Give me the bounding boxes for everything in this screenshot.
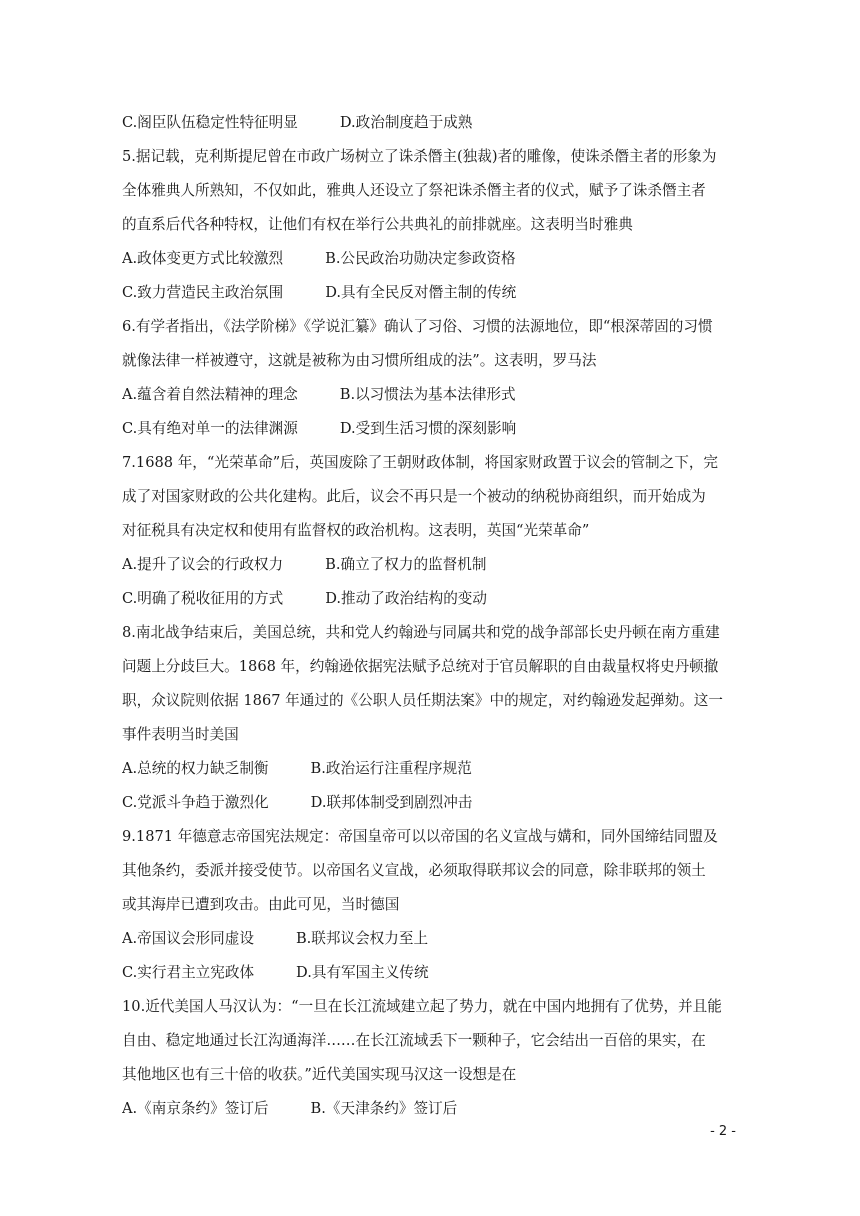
question-text-line: 8.南北战争结束后，美国总统，共和党人约翰逊与同属共和党的战争部部长史丹顿在南方重建 — [122, 624, 720, 641]
option-c: C.具有绝对单一的法律渊源 — [122, 420, 298, 437]
option-b: B.政治运行注重程序规范 — [310, 760, 472, 777]
option-c: C.明确了税收征用的方式 — [122, 590, 284, 607]
option-d: D.具有军国主义传统 — [296, 964, 429, 981]
question-text-line: 的直系后代各种特权，让他们有权在举行公共典礼的前排就座。这表明当时雅典 — [122, 216, 633, 233]
option-b: B.联邦议会权力至上 — [295, 930, 429, 947]
option-d: D.推动了政治结构的变动 — [325, 590, 487, 607]
option-d: D.政治制度趋于成熟 — [339, 114, 473, 131]
options-row — [122, 412, 738, 446]
options-row — [122, 1092, 738, 1126]
options-row — [122, 378, 738, 412]
options-row — [122, 242, 738, 276]
question-text-line: 就像法律一样被遵守，这就是被称为由习惯所组成的法”。这表明，罗马法 — [122, 352, 597, 369]
option-a: A.提升了议会的行政权力 — [122, 556, 284, 573]
question-text-line: 5.据记载，克利斯提尼曾在市政广场树立了诛杀僭主(独裁)者的雕像，使诛杀僭主者的形象为 — [122, 148, 717, 165]
option-a: A.帝国议会形同虚设 — [122, 930, 254, 947]
options-row — [122, 582, 738, 616]
question-8 — [122, 616, 738, 820]
option-d: D.具有全民反对僭主制的传统 — [325, 284, 517, 301]
option-b: B.以习惯法为基本法律形式 — [339, 386, 516, 403]
options-row — [122, 106, 738, 140]
question-10 — [122, 990, 738, 1126]
page-number: - 2 - — [710, 1124, 736, 1139]
question-text-line: 问题上分歧巨大。1868 年，约翰逊依据宪法赋予总统对于官员解职的自由裁量权将史丹顿撤 — [122, 658, 719, 675]
option-d: D.联邦体制受到剧烈冲击 — [310, 794, 473, 811]
question-text-line: 事件表明当时美国 — [122, 726, 239, 743]
question-6 — [122, 310, 738, 446]
question-text-line: 10.近代美国人马汉认为：“一旦在长江流域建立起了势力，就在中国内地拥有了优势，并且能 — [122, 998, 722, 1015]
option-a: A.《南京条约》签订后 — [122, 1100, 269, 1117]
option-b: B.公民政治功勋决定参政资格 — [325, 250, 516, 267]
options-row — [122, 548, 738, 582]
options-row — [122, 922, 738, 956]
question-text-line: 职，众议院则依据 1867 年通过的《公职人员任期法案》中的规定，对约翰逊发起弹劾。这一 — [122, 692, 723, 709]
question-text-line: 或其海岸已遭到攻击。由此可见，当时德国 — [122, 896, 400, 913]
question-9 — [122, 820, 738, 990]
option-a: A.政体变更方式比较激烈 — [122, 250, 284, 267]
question-text-line: 成了对国家财政的公共化建构。此后，议会不再只是一个被动的纳税协商组织，而开始成为 — [122, 488, 706, 505]
question-text-line: 全体雅典人所熟知，不仅如此，雅典人还设立了祭祀诛杀僭主者的仪式，赋予了诛杀僭主者 — [122, 182, 706, 199]
option-c: C.实行君主立宪政体 — [122, 964, 255, 981]
question-5 — [122, 140, 738, 310]
options-row — [122, 276, 738, 310]
options-row — [122, 956, 738, 990]
question-text-line: 7.1688 年，“光荣革命”后，英国废除了王朝财政体制，将国家财政置于议会的管制之下，完 — [122, 454, 719, 471]
question-text-line: 自由、稳定地通过长江沟通海洋……在长江流域丢下一颗种子，它会结出一百倍的果实，在 — [122, 1032, 706, 1049]
question-7 — [122, 446, 738, 616]
option-a: A.总统的权力缺乏制衡 — [122, 760, 269, 777]
option-c: C.致力营造民主政治氛围 — [122, 284, 284, 301]
options-row — [122, 786, 738, 820]
question-text-line: 其他条约，委派并接受使节。以帝国名义宣战，必须取得联邦议会的同意，除非联邦的领土 — [122, 862, 706, 879]
question-text-line: 6.有学者指出，《法学阶梯》《学说汇纂》确认了习俗、习惯的法源地位，即“根深蒂固的习惯 — [122, 318, 713, 335]
question-text-line: 9.1871 年德意志帝国宪法规定：帝国皇帝可以以帝国的名义宣战与媾和，同外国缔结同盟及 — [122, 828, 718, 845]
question-text-line: 对征税具有决定权和使用有监督权的政治机构。这表明，英国“光荣革命” — [122, 522, 590, 539]
option-c: C.阁臣队伍稳定性特征明显 — [122, 114, 298, 131]
option-b: B.《天津条约》签订后 — [310, 1100, 458, 1117]
page-content — [122, 106, 738, 1126]
option-a: A.蕴含着自然法精神的理念 — [122, 386, 298, 403]
option-d: D.受到生活习惯的深刻影响 — [339, 420, 517, 437]
option-b: B.确立了权力的监督机制 — [325, 556, 487, 573]
question-text-line: 其他地区也有三十倍的收获。”近代美国实现马汉这一设想是在 — [122, 1066, 517, 1083]
option-c: C.党派斗争趋于激烈化 — [122, 794, 269, 811]
options-row — [122, 752, 738, 786]
